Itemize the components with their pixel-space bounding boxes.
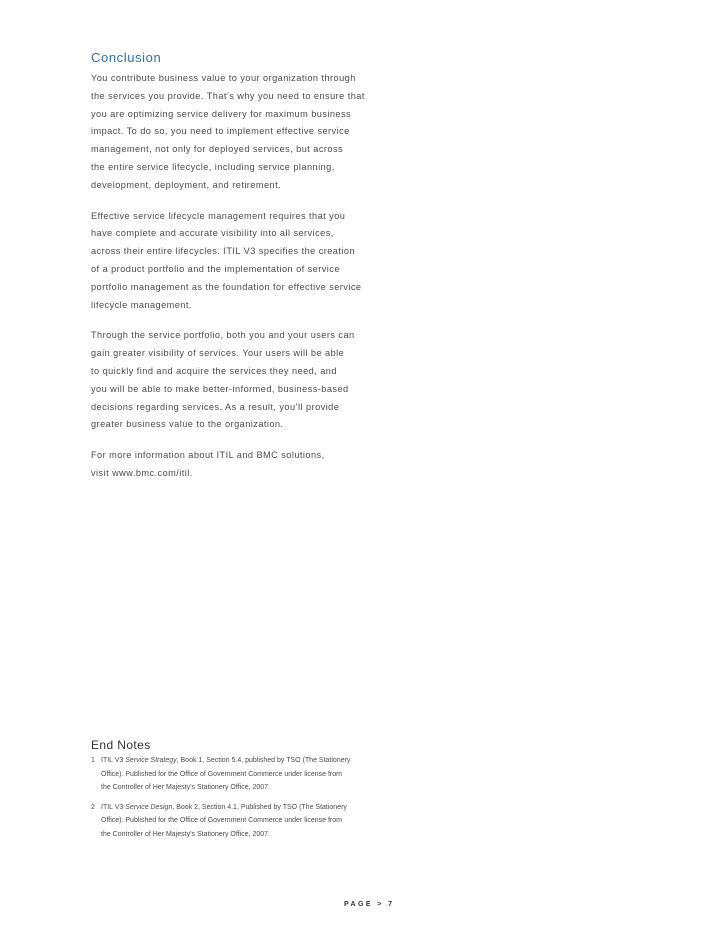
paragraph-1 bbox=[91, 70, 371, 195]
endnote-line: Office). Published for the Office of Government Commerce under license from bbox=[101, 770, 342, 778]
endnote-text bbox=[101, 754, 381, 795]
endnote-line: the Controller of Her Majesty’s Stationery Office, 2007. bbox=[101, 784, 270, 791]
text-line: lifecycle management. bbox=[91, 299, 192, 310]
paragraph-4 bbox=[91, 447, 371, 483]
text-line: to quickly find and acquire the services they need, and bbox=[91, 365, 337, 376]
text-line: greater business value to the organization. bbox=[91, 419, 284, 430]
endnote-2 bbox=[91, 801, 381, 842]
conclusion-heading: Conclusion bbox=[91, 50, 162, 65]
text-line: management, not only for deployed services, but across bbox=[91, 144, 344, 155]
endnote-line: the Controller of Her Majesty’s Stationery Office, 2007. bbox=[101, 830, 270, 838]
text-line: have complete and accurate visibility into all services, bbox=[91, 228, 334, 239]
conclusion-body bbox=[91, 70, 371, 496]
endnote-line bbox=[101, 801, 381, 815]
text-line: decisions regarding services. As a result, you’ll provide bbox=[91, 401, 340, 412]
endnotes-list bbox=[91, 754, 381, 847]
text-line: impact. To do so, you need to implement effective service bbox=[91, 126, 350, 137]
endnote-text-segment: ITIL V3 bbox=[101, 803, 126, 811]
text-line: gain greater visibility of services. Your users will be able bbox=[91, 348, 345, 359]
text-line: you are optimizing service delivery for maximum business bbox=[91, 108, 352, 119]
endnotes-heading: End Notes bbox=[91, 738, 151, 752]
endnote-line: Office). Published for the Office of Government Commerce under license from bbox=[101, 817, 342, 824]
text-line: the services you provide. That’s why you need to ensure that bbox=[91, 90, 365, 101]
text-line: the entire service lifecycle, including service planning, bbox=[91, 161, 335, 172]
endnote-number: 2 bbox=[91, 803, 95, 811]
text-line: you will be able to make better-informed, business-based bbox=[91, 383, 349, 394]
endnote-book-title: Service Design bbox=[125, 803, 173, 811]
text-line: Effective service lifecycle management requires that you bbox=[91, 210, 346, 221]
endnote-text-segment: ITIL V3 bbox=[101, 757, 126, 764]
bmc-link-line[interactable]: visit www.bmc.com/itil. bbox=[91, 467, 193, 478]
text-line: across their entire lifecycles. ITIL V3 specifies the creation bbox=[91, 246, 355, 257]
text-line: You contribute business value to your organization through bbox=[91, 73, 356, 83]
page-number: PAGE > 7 bbox=[344, 901, 395, 908]
paragraph-2 bbox=[91, 208, 371, 315]
text-line: portfolio management as the foundation for effective service bbox=[91, 281, 362, 292]
text-line: of a product portfolio and the implementation of service bbox=[91, 263, 340, 274]
endnote-text-segment: , Book 1, Section 5.4, published by TSO (The Stationery bbox=[176, 757, 351, 764]
text-line: Through the service portfolio, both you and your users can bbox=[91, 330, 355, 341]
endnote-number: 1 bbox=[91, 757, 95, 764]
text-line: For more information about ITIL and BMC solutions, bbox=[91, 450, 325, 461]
endnote-text-segment: , Book 2, Section 4.1, Published by TSO (The Stationery bbox=[172, 803, 347, 811]
text-line: development, deployment, and retirement. bbox=[91, 179, 282, 190]
endnote-book-title: Service Strategy bbox=[125, 757, 177, 764]
endnote-text bbox=[101, 801, 381, 842]
endnote-1 bbox=[91, 754, 381, 795]
paragraph-3 bbox=[91, 327, 371, 434]
endnote-line bbox=[101, 754, 381, 768]
